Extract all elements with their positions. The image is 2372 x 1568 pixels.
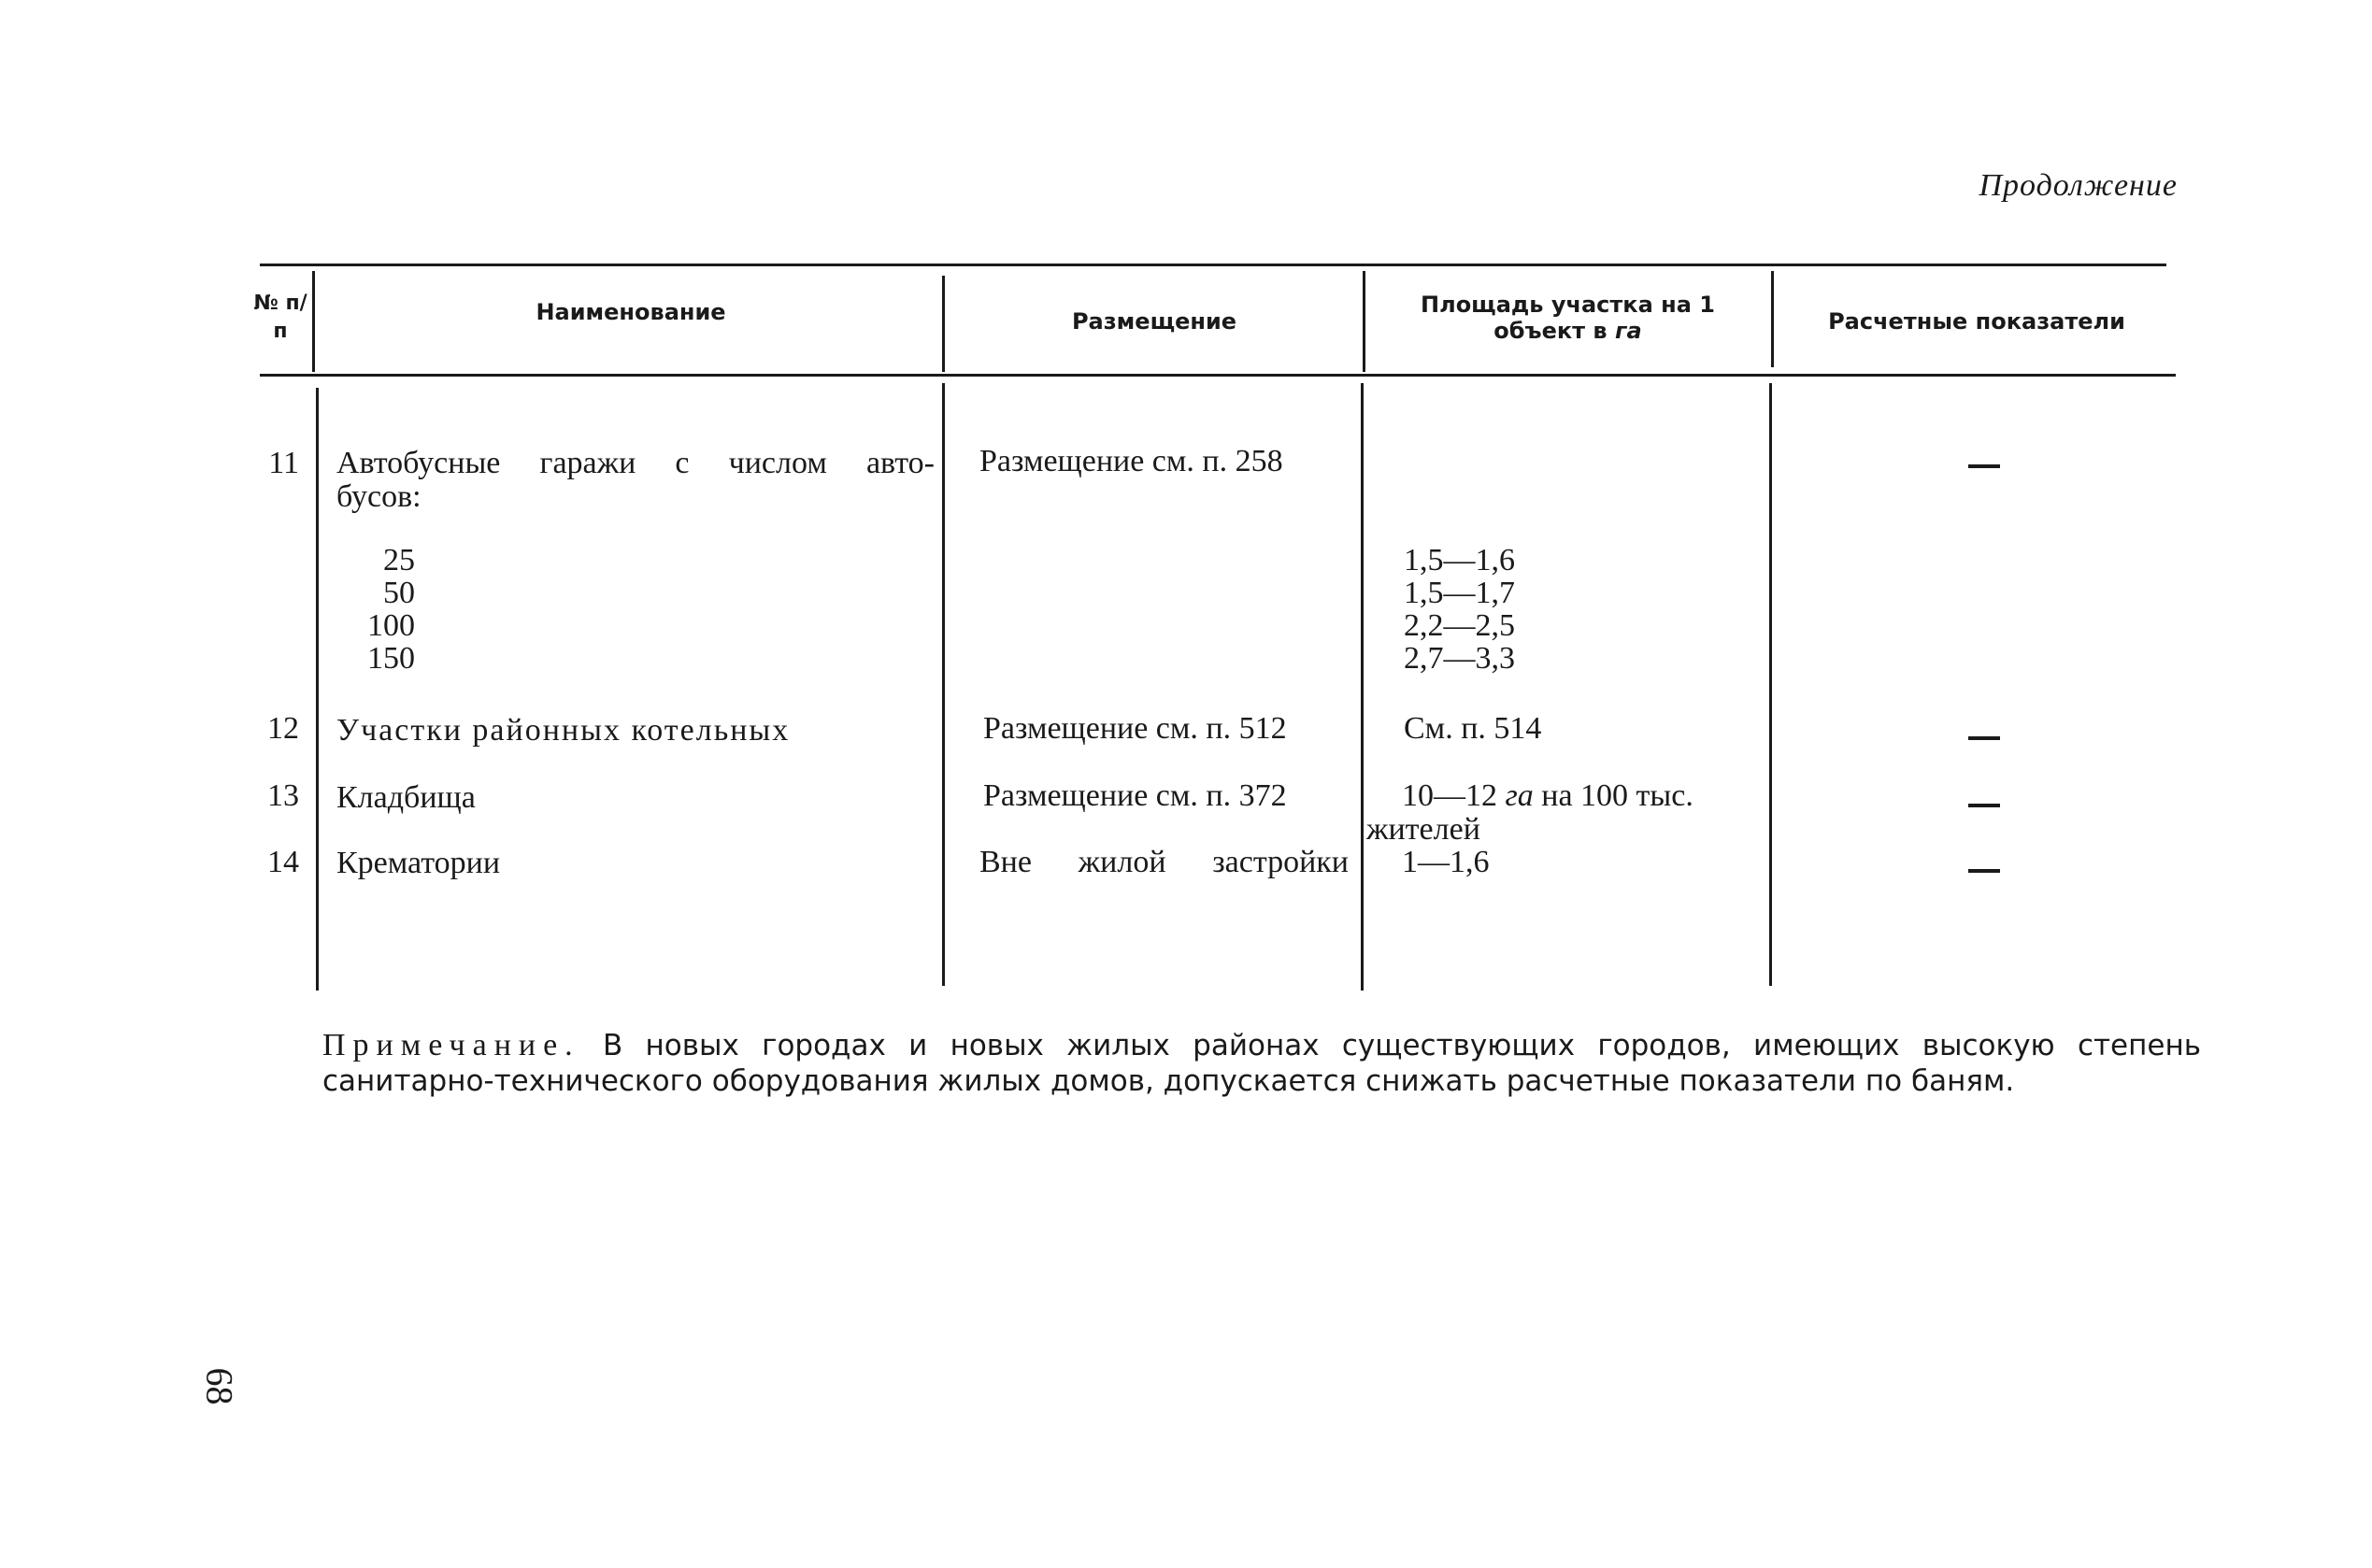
continuation-label: Продолжение: [1979, 168, 2178, 203]
row-name: Кладбища: [336, 780, 476, 815]
note-label: Примечание.: [322, 1028, 580, 1062]
row-area-line2: жителей: [1366, 812, 1480, 847]
note-text: В новых городах и новых жилых районах существующих городов, имеющих высокую степень санитарно-технического оборудования жилых домов, допускается снижать расчетные показатели по баням.: [322, 1029, 2201, 1098]
row-area-unit: га: [1505, 778, 1534, 813]
bus-count: 25: [383, 543, 415, 577]
row-indicator-dash: [1968, 804, 2000, 807]
header-area-line1: Площадь участка на 1: [1421, 292, 1715, 318]
header-divider-3: [1363, 271, 1365, 372]
header-area-unit: га: [1614, 318, 1642, 344]
header-placement: Размещение: [1071, 308, 1237, 335]
header-divider-1: [312, 271, 315, 372]
bus-count: 150: [367, 641, 415, 676]
row-indicator-dash: [1968, 464, 2000, 468]
header-area-line2: [1369, 318, 1766, 344]
body-divider-3: [1361, 383, 1364, 991]
header-area: [1369, 292, 1766, 344]
row-area-prefix: 10—12: [1402, 778, 1506, 813]
bus-area: 1,5—1,7: [1404, 576, 1515, 610]
bus-area: 2,2—2,5: [1404, 608, 1515, 643]
row-name: Участки районных котельных: [336, 713, 791, 748]
row-number: 12: [267, 711, 299, 746]
body-divider-2: [942, 383, 945, 986]
row-placement: Вне жилой застройки: [979, 845, 1349, 879]
row-number: 14: [267, 845, 299, 879]
body-divider-1: [316, 388, 319, 991]
table-top-rule: [260, 264, 2166, 266]
row-indicator-dash: [1968, 869, 2000, 873]
header-num: [252, 290, 308, 346]
header-indicators: Расчетные показатели: [1828, 308, 2125, 335]
row-placement: Размещение см. п. 372: [983, 778, 1287, 813]
row-number: 13: [267, 778, 299, 813]
row-indicator-dash: [1968, 736, 2000, 740]
header-name: Наименование: [536, 299, 726, 325]
header-area-prefix: объект в: [1493, 318, 1615, 344]
bus-area: 1,5—1,6: [1404, 543, 1515, 577]
row-placement: Размещение см. п. 512: [983, 711, 1287, 746]
row-placement: Размещение см. п. 258: [979, 444, 1283, 478]
header-divider-2: [942, 276, 945, 372]
row-number: 11: [268, 446, 299, 480]
page-number: 68: [198, 1367, 241, 1405]
table-header-rule: [260, 374, 2176, 377]
row-name: Крематории: [336, 846, 501, 880]
row-name-line2: бусов:: [336, 479, 422, 514]
table-note: [322, 1028, 2201, 1099]
header-num-text: № п/п: [253, 292, 307, 343]
row-area: [1402, 779, 1693, 813]
bus-count: 100: [367, 608, 415, 643]
bus-count: 50: [383, 576, 415, 610]
row-name-line1: Автобусные гаражи с числом авто-: [336, 446, 935, 480]
bus-area: 2,7—3,3: [1404, 641, 1515, 676]
header-divider-4: [1771, 271, 1774, 367]
body-divider-4: [1769, 383, 1772, 986]
row-area-suffix: на 100 тыс.: [1533, 778, 1693, 813]
row-area: 1—1,6: [1402, 845, 1490, 879]
row-area: См. п. 514: [1404, 711, 1542, 746]
